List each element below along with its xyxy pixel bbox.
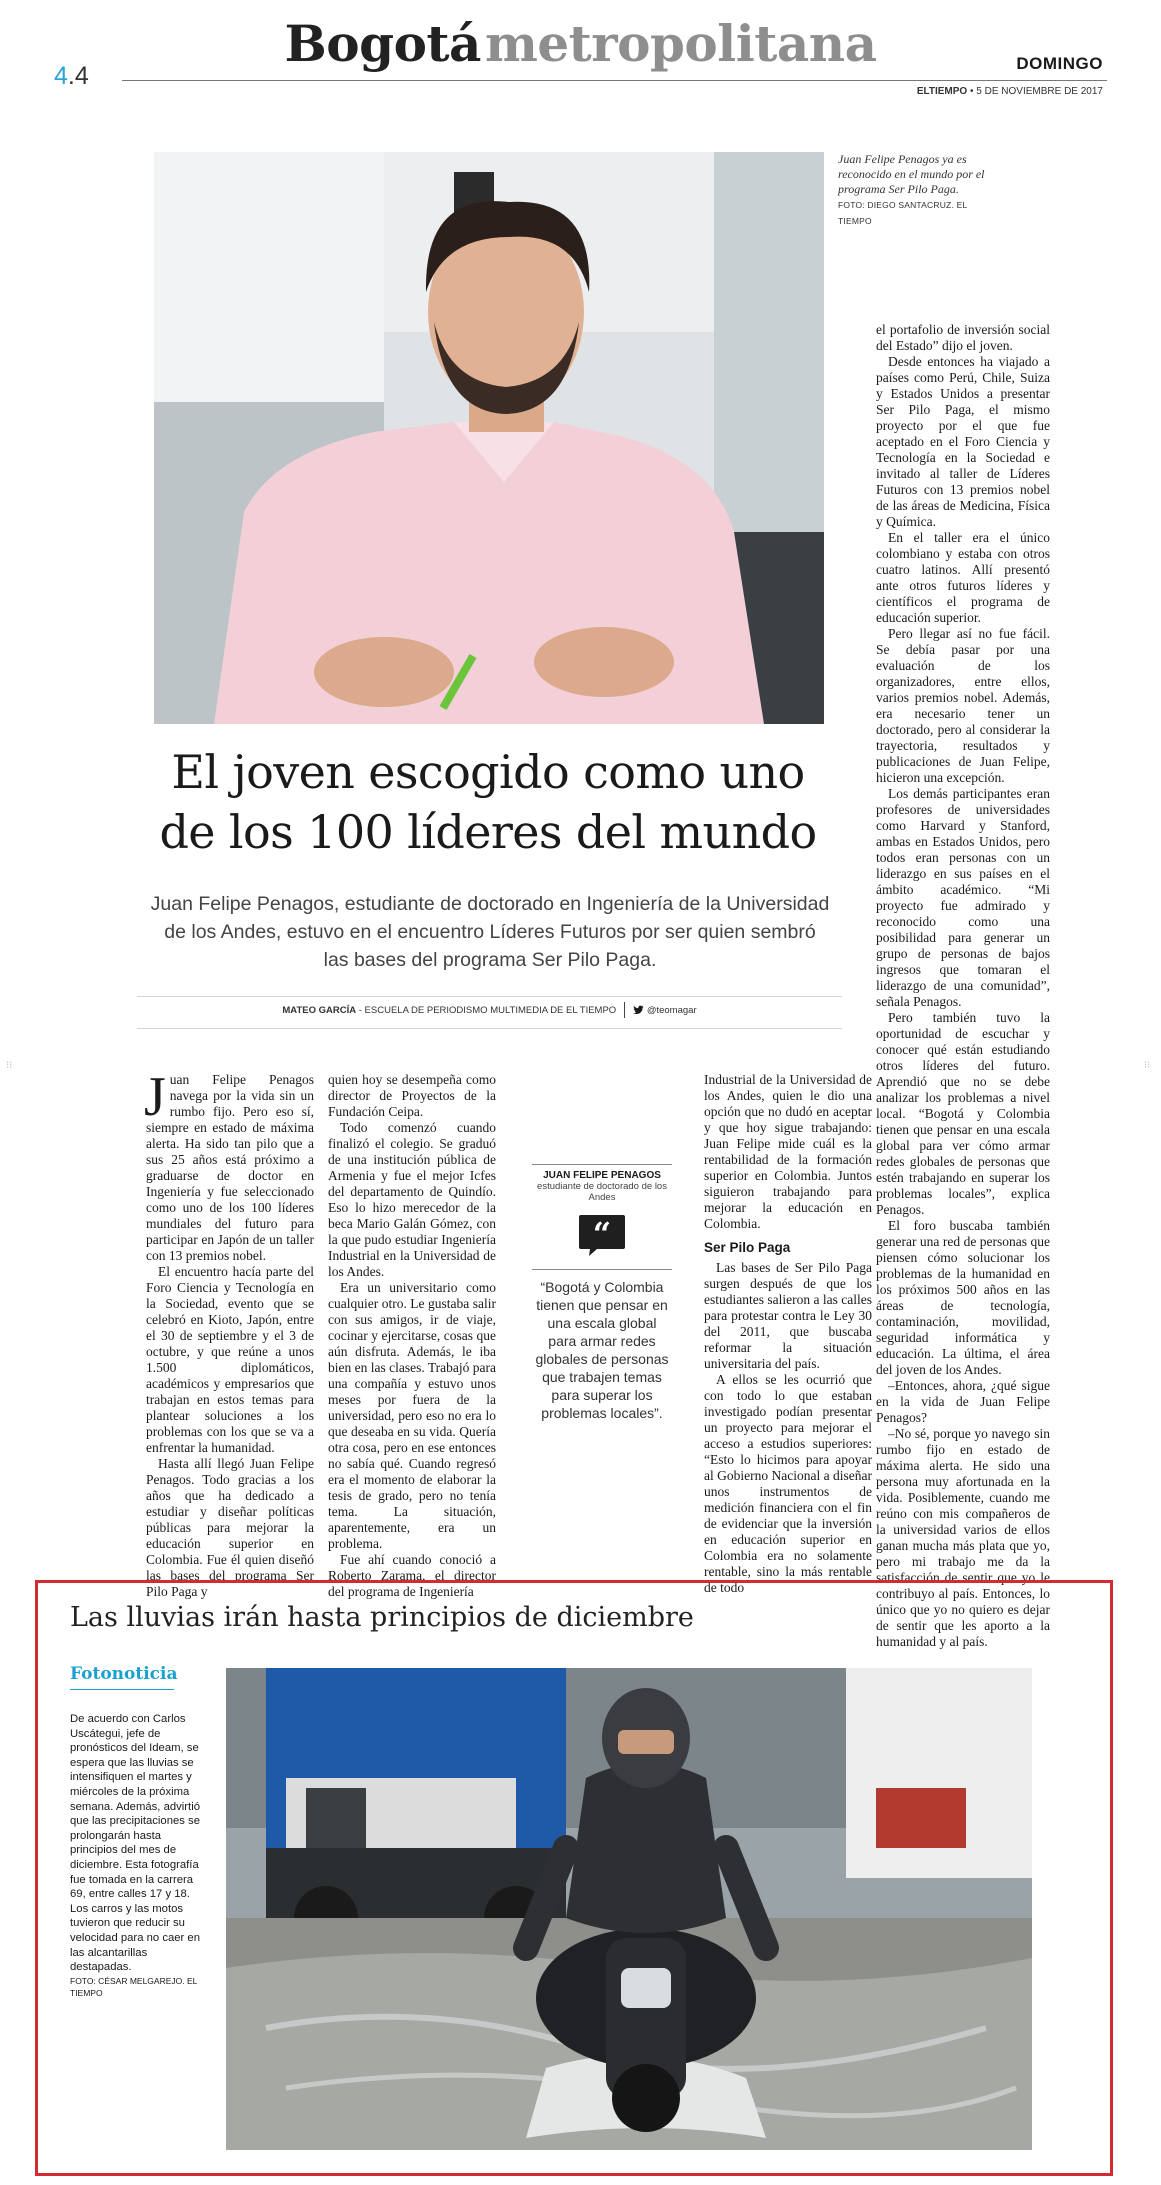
paragraph: Las bases de Ser Pilo Paga surgen después de que los estudiantes salieron a las calles para protestar contra le Ley 30 del 2011, que buscaba reformar la situación universitaria del país. (704, 1260, 872, 1371)
byline (137, 1000, 842, 1022)
quote-name: JUAN FELIPE PENAGOS (543, 1170, 661, 1181)
quote-role: estudiante de doctorado de los Andes (537, 1181, 667, 1203)
author-role: - ESCUELA DE PERIODISMO MULTIMEDIA DE EL TIEMPO (356, 1005, 617, 1016)
paragraph: Hasta allí llegó Juan Felipe Penagos. Todo gracias a los años que ha dedicado a estudiar y diseñar políticas públicas para mejorar la educación superior en Colombia. Fue él quien diseñó las bases del programa Ser Pilo Paga y (146, 1456, 314, 1599)
date-text: • 5 DE NOVIEMBRE DE 2017 (967, 86, 1103, 97)
byline-separator (624, 1002, 625, 1018)
page-number-value: 4 (74, 62, 89, 90)
paragraph: El foro buscaba también generar una red de personas que piensen cómo solucionar los problemas de la humanidad en los próximos 500 años en las áreas de tecnología, contaminación, movilidad, seguridad informática y educación. La última, el área del joven de los Andes. (876, 1218, 1050, 1377)
paragraph: El encuentro hacía parte del Foro Ciencia y Tecnología en la Sociedad, evento que se celebró en Kioto, Japón, entre el 30 de septiembre y el 3 de octubre, y que reúne a unos 1.500 diplomáticos, académicos y empresarios que trabajan en estos temas para plantear soluciones a los problemas con los que se va a enfrentar la humanidad. (146, 1264, 314, 1455)
masthead (0, 14, 1161, 73)
paper-name: ELTIEMPO (916, 86, 968, 97)
photo-caption-text: Juan Felipe Penagos ya es reconocido en el mundo por el programa Ser Pilo Paga. (838, 152, 985, 196)
deck: Juan Felipe Penagos, estudiante de doctorado en Ingeniería de la Universidad de los Andes, estuvo en el encuentro Líderes Futuros por ser quien sembró las bases del programa Ser Pilo Paga. (150, 893, 830, 971)
fotonoticia-label: Fotonoticia (70, 1664, 178, 1684)
pull-quote (532, 1164, 672, 1422)
quote-text: “Bogotá y Colombia tienen que pensar en una escala global para armar redes globales de personas que trabajen temas para superar los problemas locales”. (535, 1279, 669, 1421)
twitter-handle: @teomagar (646, 1005, 697, 1016)
fotonoticia-credit: FOTO: CÉSAR MELGAREJO. EL TIEMPO (70, 1975, 198, 1998)
paragraph: –Entonces, ahora, ¿qué sigue en la vida de Juan Felipe Penagos? (876, 1378, 1050, 1425)
subhead: Ser Pilo Paga (704, 1240, 791, 1255)
twitter-icon (633, 1005, 644, 1015)
headline-line-2: de los 100 líderes del mundo (159, 805, 817, 859)
article-column-3 (704, 1072, 872, 1596)
paragraph (144, 1066, 314, 1264)
header-rule (122, 80, 1107, 81)
paragraph: Era un universitario como cualquier otro. Le gustaba salir con sus amigos, ir de viaje, cocinar y ejercitarse, cosas que aún disfruta. Además, le iba bien en las clases. Trabajó para una compañía y estuvo unos meses por fuera de la universidad, pero eso no era lo que deseaba en su vida. Quería otra cosa, pero en ese entonces no sabía qué. Cuando regresó era el momento de elaborar la tesis de grado, pero no tenía tema. La situación, aparentemente, era un problema. (328, 1280, 496, 1551)
quote-icon (577, 1211, 627, 1257)
article-column-1 (144, 1066, 314, 1600)
quote-rule-top (532, 1164, 672, 1165)
fotonoticia-photo (226, 1668, 1032, 2150)
page-section: 4 (54, 62, 68, 90)
masthead-light: metropolitana (484, 14, 877, 73)
svg-text:“: “ (592, 1215, 612, 1253)
motorcycle-flood-illustration (226, 1668, 1032, 2150)
paragraph-text: uan Felipe Penagos navega por la vida sin un rumbo fijo. Pero eso sí, siempre en estado de máxima alerta. Ha sido tan pilo que a sus 25 años está próximo a graduarse de doctor en Ingeniería y fue seleccionado como uno de los 100 líderes mundiales del futuro para participar en Japón de un taller con 13 premios nobel. (146, 1072, 314, 1263)
headline-line-1: El joven escogido como uno (171, 745, 805, 799)
paragraph: Todo comenzó cuando finalizó el colegio. Se graduó de una institución pública de Armenia y fue el mejor Icfes del departamento de Quindío. Eso lo hizo merecedor de la beca Mario Galán Gómez, con la que pudo estudiar Ingeniería Industrial en la Universidad de los Andes. (328, 1120, 496, 1279)
paragraph: Desde entonces ha viajado a países como Perú, Chile, Suiza y Estados Unidos a presentar Ser Pilo Paga, el mismo proyecto por el que fue aceptado en el Foro Ciencia y Tecnología en la Sociedad e invitado al taller de Líderes Futuros con 13 premios nobel de las áreas de Medicina, Física y Química. (876, 354, 1050, 529)
author-name: MATEO GARCÍA (282, 1005, 357, 1016)
portrait-illustration (154, 152, 824, 724)
paragraph: Pero también tuvo la oportunidad de escuchar y conocer qué están estudiando otros líderes del futuro. Aprendió que no se debe analizar los problemas a nivel local. “Bogotá y Colombia tienen que pensar en una escala global para ver cómo armar redes globales de personas que estén trabajando en superar los problemas locales”, explica Penagos. (876, 1010, 1050, 1217)
photo-caption (838, 152, 988, 229)
drop-cap: J (144, 1066, 166, 1128)
photo-credit: FOTO: DIEGO SANTACRUZ. EL TIEMPO (838, 200, 968, 226)
paragraph: En el taller era el único colombiano y estaba con otros cuatro latinos. Allí presentó ante otros futuros líderes y científicos el programa de educación superior. (876, 530, 1050, 625)
article-column-4 (876, 322, 1050, 1650)
paragraph: Los demás participantes eran profesores de universidades como Harvard y Stanford, ambas en Estados Unidos, pero todos eran personas con un liderazgo en sus países en el ámbito académico. “Mi proyecto fue admirado y reconocido como una posibilidad para generar un grupo de personas de bajos ingresos que tomaran el liderazgo de una comunidad”, señala Penagos. (876, 786, 1050, 1009)
dateline (917, 86, 1103, 97)
byline-rule-top (137, 996, 842, 997)
fotonoticia-text (70, 1712, 210, 1999)
paragraph: quien hoy se desempeña como director de Proyectos de la Fundación Ceipa. (328, 1072, 496, 1119)
fotonoticia-body: De acuerdo con Carlos Uscátegui, jefe de pronósticos del Ideam, se espera que las lluvias se intensifiquen el martes y miércoles de la próxima semana. Además, advirtió que las precipitaciones se prolongarán hasta principios del mes de diciembre. Esta fotografía fue tomada en la carrera 69, entre calles 17 y 18. Los carros y las motos tuvieron que reducir su velocidad para no caer en las alcantarillas destapadas. (70, 1713, 201, 1974)
headline (118, 742, 858, 862)
page-number: 4.4 (54, 62, 89, 90)
quote-rule-middle (532, 1269, 672, 1270)
main-photo (154, 152, 824, 724)
paragraph: –No sé, porque yo navego sin rumbo fijo en estado de máxima alerta. He sido una persona muy afortunada en la vida. Posiblemente, cuando me reúno con mis compañeros de la universidad varios de ellos ganan mucha más plata que yo, pero mi trabajo me da la satisfacción de sentir que yo le contribuyo al país. Entonces, lo único que yo no quiero es dejar de sentir que les aporto a la humanidad y al país. (876, 1426, 1050, 1649)
right-margin-mark: ⁝⁝ (1144, 1060, 1151, 1071)
byline-rule-bottom (137, 1028, 842, 1029)
paragraph: A ellos se les ocurrió que con todo lo que estaban investigado podían presentar un proyecto para mejorar el acceso a estudios superiores: “Esto lo hicimos para apoyar al Gobierno Nacional a diseñar unos instrumentos de medición financiera con el fin de evidenciar que la inversión en educación superior en Colombia era no solamente rentable, sino la más rentable de todo (704, 1372, 872, 1595)
left-margin-mark: ⁝⁝ (6, 1060, 13, 1071)
article-column-2 (328, 1072, 496, 1600)
masthead-bold: Bogotá (284, 14, 481, 73)
paragraph: Industrial de la Universidad de los Andes, quien le dio una opción que no dudó en aceptar y que hoy sigue trabajando: Juan Felipe mide cuál es la rentabilidad de la formación superior en Colombia. Juntos siguieron trabajando para mejorar la educación en Colombia. (704, 1072, 872, 1231)
paragraph: el portafolio de inversión social del Estado” dijo el joven. (876, 322, 1050, 353)
fotonoticia-label-rule (70, 1689, 174, 1690)
day-label: DOMINGO (1016, 54, 1103, 73)
paragraph: Fue ahí cuando conoció a Roberto Zarama, el director del programa de Ingeniería (328, 1552, 496, 1599)
fotonoticia-title: Las lluvias irán hasta principios de diciembre (70, 1602, 694, 1633)
paragraph: Pero llegar así no fue fácil. Se debía pasar por una evaluación de los organizadores, entre ellos, varios premios nobel. Además, era necesario tener un doctorado, pero al considerar la trayectoria, resultados y publicaciones de Juan Felipe, hicieron una excepción. (876, 626, 1050, 785)
